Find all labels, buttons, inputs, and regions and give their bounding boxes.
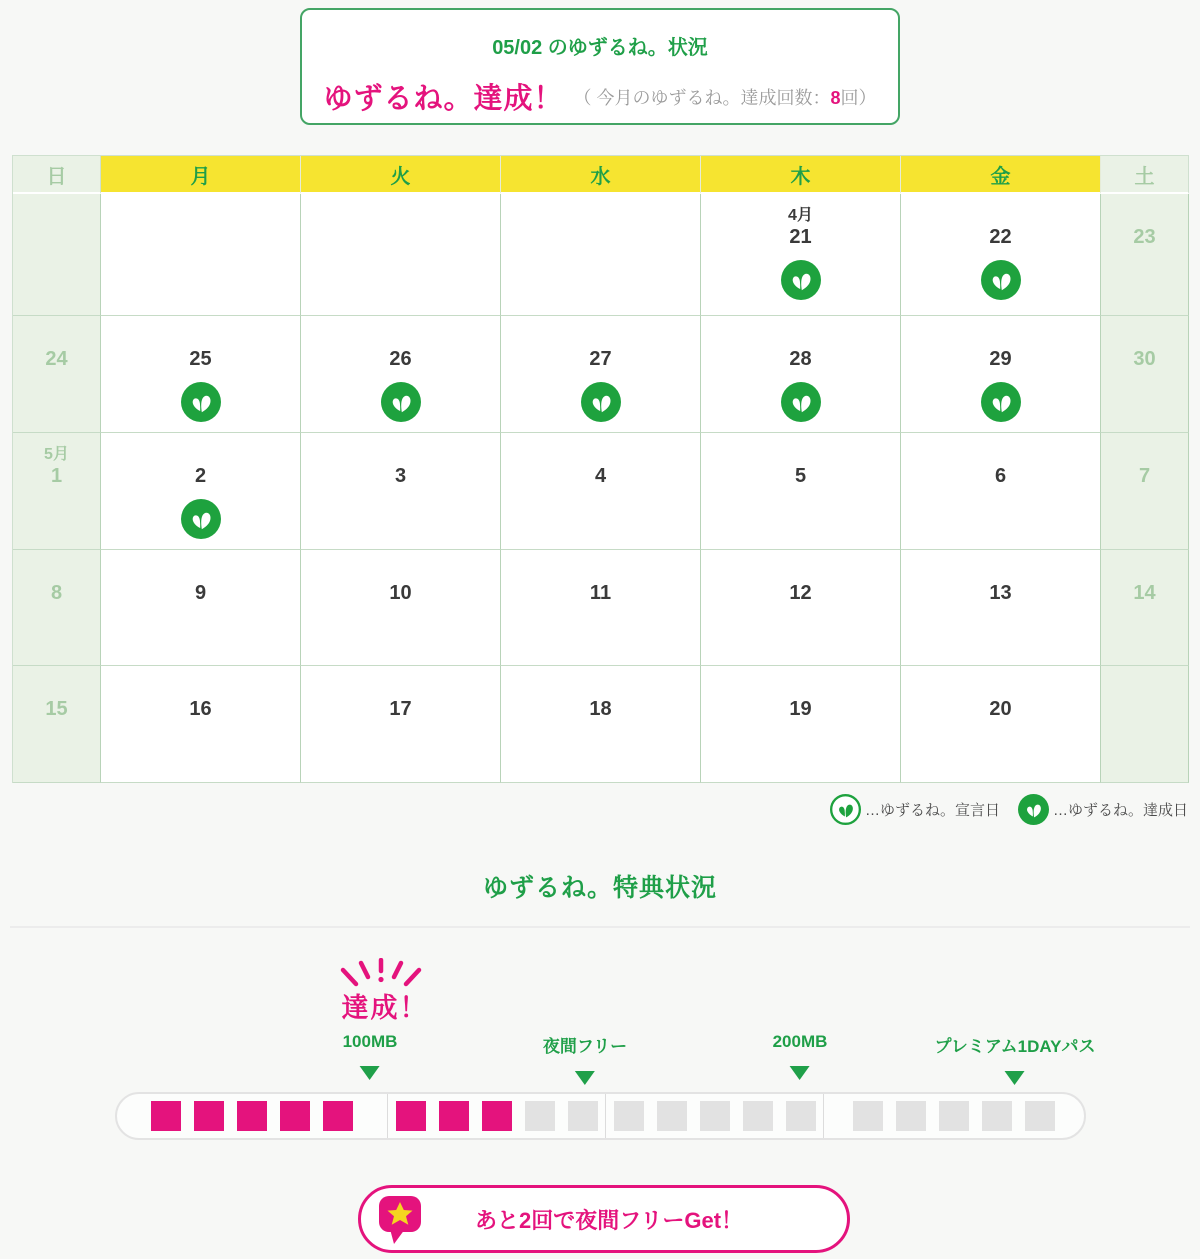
calendar-cell bbox=[13, 550, 101, 666]
day-header-0: 日 bbox=[13, 156, 101, 194]
milestone-marker bbox=[773, 1032, 828, 1080]
calendar-cell bbox=[101, 433, 301, 550]
milestone-label: 100MB bbox=[342, 1032, 398, 1051]
calendar-cell bbox=[501, 666, 701, 783]
date-label: 28 bbox=[789, 348, 812, 370]
progress-slot bbox=[614, 1101, 644, 1131]
month-label: 5月 bbox=[44, 446, 69, 463]
progress-segment bbox=[117, 1094, 387, 1138]
date-label: 1 bbox=[50, 465, 63, 487]
date-label: 26 bbox=[389, 348, 412, 370]
calendar-cell bbox=[901, 194, 1101, 316]
calendar-cell bbox=[101, 316, 301, 433]
calendar-cell bbox=[13, 316, 101, 433]
date-label: 21 bbox=[789, 226, 812, 248]
milestone-marker bbox=[343, 1032, 398, 1080]
progress-slot bbox=[853, 1101, 883, 1131]
calendar-cell bbox=[1101, 194, 1189, 316]
yuzurune-achieved-icon bbox=[1018, 794, 1049, 825]
date-label: 20 bbox=[989, 698, 1012, 720]
yuzurune-achieved-icon bbox=[781, 382, 821, 422]
date-label: 12 bbox=[789, 582, 812, 604]
calendar-legend bbox=[830, 791, 1188, 827]
calendar-cell bbox=[901, 316, 1101, 433]
calendar-cell bbox=[301, 433, 501, 550]
date-label: 6 bbox=[994, 465, 1007, 487]
calendar-cell bbox=[701, 194, 901, 316]
milestone-label: 200MB bbox=[772, 1032, 828, 1051]
calendar-cell bbox=[901, 550, 1101, 666]
milestone-arrow-icon bbox=[790, 1066, 810, 1080]
progress-slot bbox=[237, 1101, 267, 1131]
date-label: 23 bbox=[1133, 226, 1156, 248]
date-label: 22 bbox=[989, 226, 1012, 248]
date-label: 24 bbox=[45, 348, 68, 370]
legend-declared-item bbox=[830, 794, 1000, 825]
legend-declared-label: …ゆずるね。宣言日 bbox=[864, 801, 1000, 819]
progress-segment bbox=[388, 1094, 605, 1138]
day-header-1: 月 bbox=[101, 156, 301, 194]
progress-slot bbox=[525, 1101, 555, 1131]
calendar-grid bbox=[12, 155, 1189, 783]
status-result-text: ゆずるね。達成！ bbox=[323, 83, 564, 115]
day-header-2: 火 bbox=[301, 156, 501, 194]
progress-slot bbox=[280, 1101, 310, 1131]
calendar-cell bbox=[701, 316, 901, 433]
milestone-arrow-icon bbox=[1005, 1071, 1025, 1085]
legend-achieved-label: …ゆずるね。達成日 bbox=[1052, 801, 1188, 819]
date-label: 2 bbox=[194, 465, 207, 487]
progress-segment bbox=[824, 1094, 1083, 1138]
month-label: 4月 bbox=[788, 207, 813, 224]
milestone-achieved-callout: 達成！ bbox=[341, 993, 429, 1023]
calendar-cell bbox=[501, 316, 701, 433]
yuzurune-declared-icon bbox=[830, 794, 861, 825]
milestone-arrow-icon bbox=[575, 1071, 595, 1085]
progress-slot bbox=[568, 1101, 598, 1131]
progress-slot bbox=[323, 1101, 353, 1131]
reward-progress-bar bbox=[115, 1092, 1086, 1140]
yuzurune-achieved-icon bbox=[981, 260, 1021, 300]
progress-slot bbox=[786, 1101, 816, 1131]
progress-slot bbox=[743, 1101, 773, 1131]
calendar-cell bbox=[301, 666, 501, 783]
day-header-4: 木 bbox=[701, 156, 901, 194]
calendar-cell bbox=[13, 666, 101, 783]
calendar-cell bbox=[501, 194, 701, 316]
calendar-cell bbox=[13, 433, 101, 550]
yuzurune-achieved-icon bbox=[981, 382, 1021, 422]
progress-slot bbox=[657, 1101, 687, 1131]
date-label: 10 bbox=[389, 582, 412, 604]
rewards-section-title: ゆずるね。特典状況 bbox=[482, 874, 717, 902]
calendar-cell bbox=[1101, 433, 1189, 550]
milestone-label: 夜間フリー bbox=[542, 1037, 628, 1056]
calendar-cell bbox=[301, 550, 501, 666]
calendar-cell bbox=[701, 550, 901, 666]
date-label: 16 bbox=[189, 698, 212, 720]
date-label: 19 bbox=[789, 698, 812, 720]
yuzurune-achieved-icon bbox=[781, 260, 821, 300]
date-label: 4 bbox=[594, 465, 607, 487]
calendar-cell bbox=[701, 666, 901, 783]
legend-achieved-item bbox=[1018, 794, 1188, 825]
status-box-title: 05/02 のゆずるね。状況 bbox=[492, 37, 708, 59]
speech-bubble-star-icon bbox=[377, 1192, 423, 1246]
calendar-cell bbox=[701, 433, 901, 550]
calendar-cell bbox=[101, 194, 301, 316]
date-label: 9 bbox=[194, 582, 207, 604]
date-label: 29 bbox=[989, 348, 1012, 370]
day-header-6: 土 bbox=[1101, 156, 1189, 194]
calendar-cell bbox=[1101, 316, 1189, 433]
progress-slot bbox=[896, 1101, 926, 1131]
progress-slot bbox=[700, 1101, 730, 1131]
calendar-cell bbox=[13, 194, 101, 316]
date-label: 5 bbox=[794, 465, 807, 487]
progress-slot bbox=[396, 1101, 426, 1131]
calendar-cell bbox=[101, 666, 301, 783]
calendar-cell bbox=[301, 316, 501, 433]
progress-slot bbox=[151, 1101, 181, 1131]
date-label: 13 bbox=[989, 582, 1012, 604]
date-label: 14 bbox=[1133, 582, 1156, 604]
date-label: 18 bbox=[589, 698, 612, 720]
date-label: 7 bbox=[1138, 465, 1151, 487]
yuzurune-achieved-icon bbox=[381, 382, 421, 422]
section-divider bbox=[10, 926, 1190, 928]
monthly-count-text: （ 今月のゆずるね。達成回数：8回） bbox=[573, 87, 877, 108]
calendar-cell bbox=[501, 550, 701, 666]
yuzurune-achieved-icon bbox=[581, 382, 621, 422]
calendar-cell bbox=[101, 550, 301, 666]
milestone-marker bbox=[935, 1032, 1096, 1085]
calendar-cell bbox=[901, 433, 1101, 550]
progress-slot bbox=[482, 1101, 512, 1131]
date-label: 30 bbox=[1133, 348, 1156, 370]
progress-slot bbox=[982, 1101, 1012, 1131]
date-label: 11 bbox=[589, 582, 612, 604]
date-label: 15 bbox=[45, 698, 68, 720]
date-label: 17 bbox=[389, 698, 412, 720]
date-label: 27 bbox=[589, 348, 612, 370]
yuzurune-achieved-icon bbox=[181, 499, 221, 539]
daily-status-box bbox=[300, 8, 900, 125]
day-header-3: 水 bbox=[501, 156, 701, 194]
calendar-cell bbox=[1101, 550, 1189, 666]
monthly-count-value: 8 bbox=[830, 87, 841, 108]
day-header-5: 金 bbox=[901, 156, 1101, 194]
calendar-cell bbox=[301, 194, 501, 316]
milestone-marker bbox=[543, 1032, 627, 1085]
calendar-cell bbox=[1101, 666, 1189, 783]
yuzurune-achieved-icon bbox=[181, 382, 221, 422]
date-label: 3 bbox=[394, 465, 407, 487]
progress-slot bbox=[439, 1101, 469, 1131]
next-reward-message: あと2回で夜間フリーGet！ bbox=[474, 1207, 744, 1233]
progress-slot bbox=[1025, 1101, 1055, 1131]
date-label: 25 bbox=[189, 348, 212, 370]
milestone-arrow-icon bbox=[360, 1066, 380, 1080]
calendar-cell bbox=[901, 666, 1101, 783]
calendar-cell bbox=[501, 433, 701, 550]
status-result-line bbox=[302, 76, 898, 117]
date-label: 8 bbox=[50, 582, 63, 604]
progress-slot bbox=[939, 1101, 969, 1131]
milestone-label: プレミアム1DAYパス bbox=[934, 1037, 1096, 1056]
progress-slot bbox=[194, 1101, 224, 1131]
next-reward-banner bbox=[358, 1185, 850, 1253]
progress-segment bbox=[606, 1094, 823, 1138]
